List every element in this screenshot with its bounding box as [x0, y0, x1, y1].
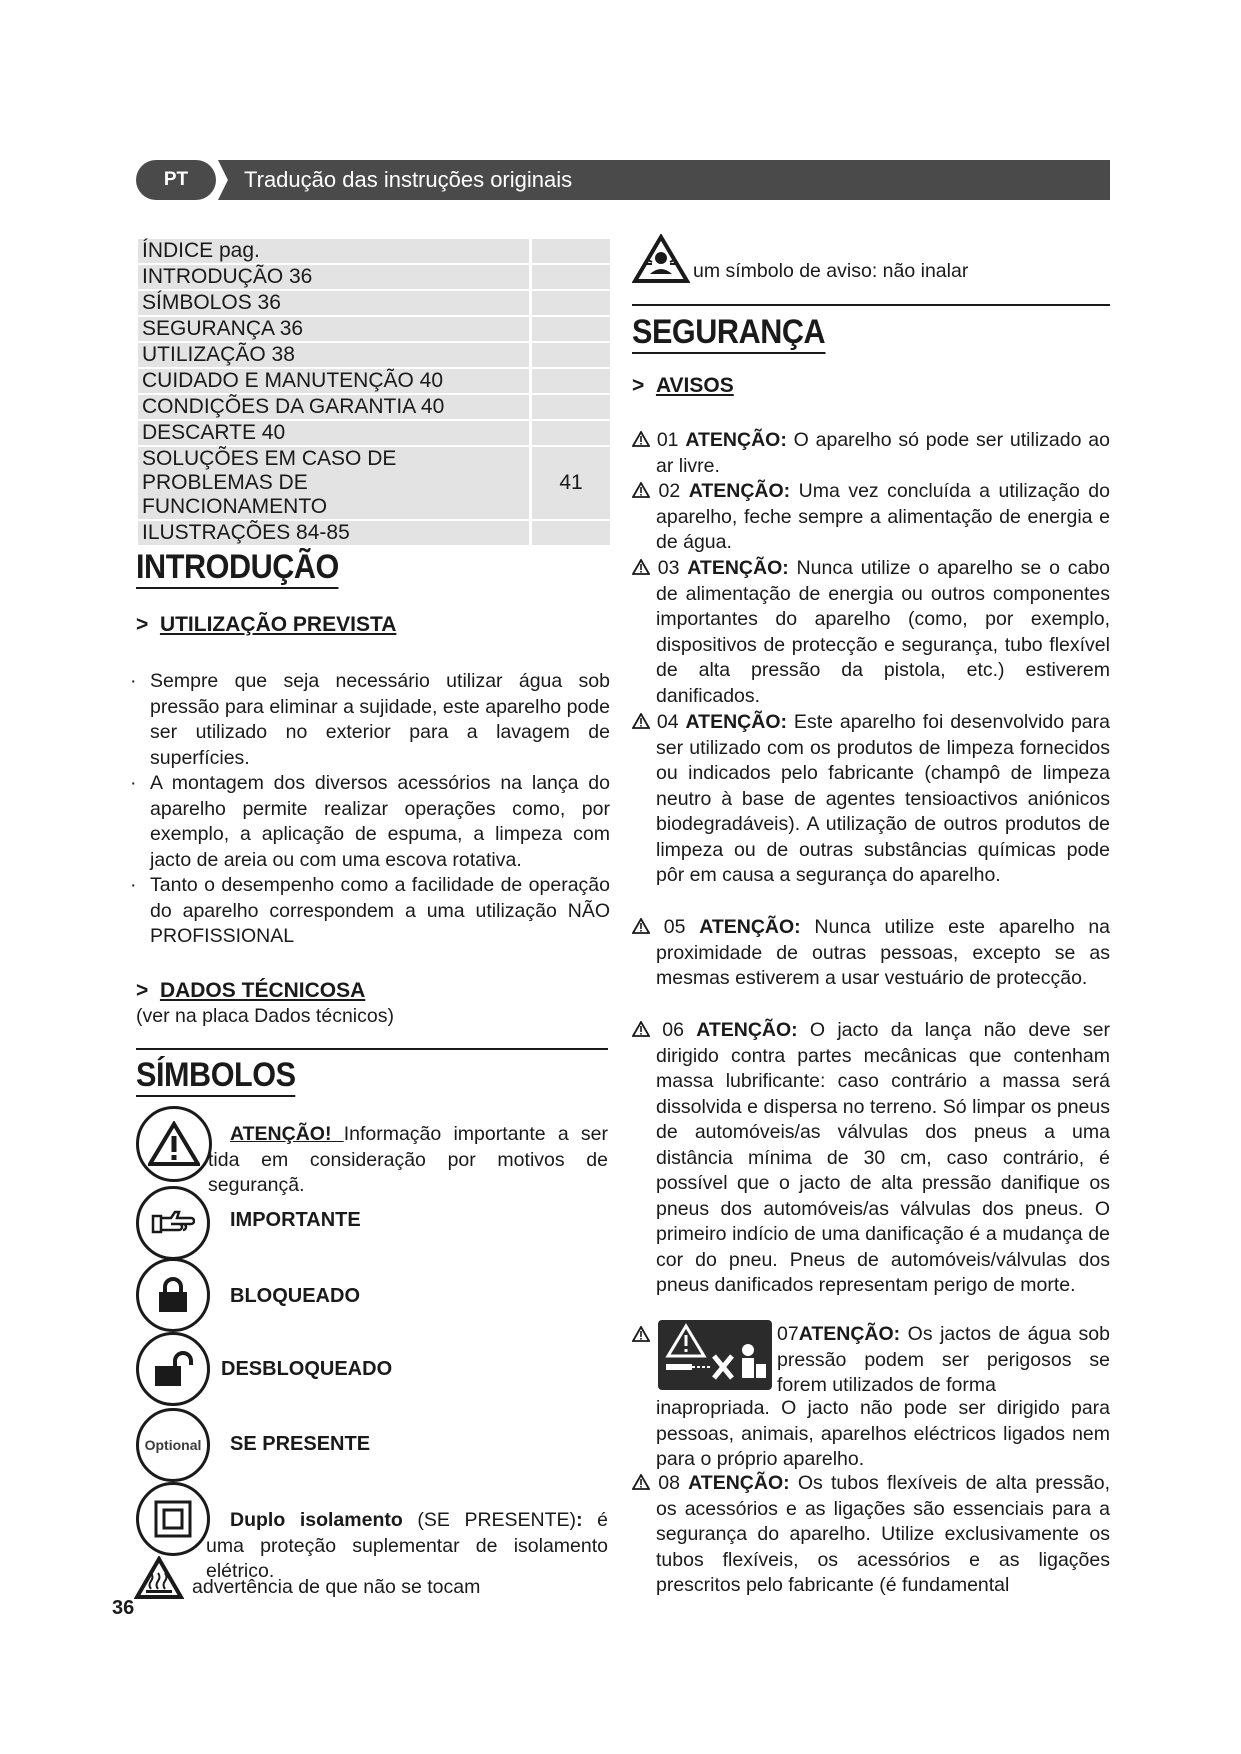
hot-surface-symbol: [134, 1556, 184, 1605]
header-title: Tradução das instruções originais: [230, 160, 1110, 200]
intro-title: INTRODUÇÃO: [136, 548, 339, 587]
important-symbol: [136, 1186, 210, 1260]
tech-data-text: (ver na placa Dados técnicos): [136, 1005, 394, 1027]
if-present-label: SE PRESENTE: [230, 1433, 371, 1455]
warning-item: 05 ATENÇÃO: Nunca utilize este aparelho na proximidade de outras pessoas, excepto se as mesmas estiverem a usar vestuário de protecção.: [632, 915, 1110, 992]
page-number: 36: [112, 1597, 135, 1619]
important-label: IMPORTANTE: [230, 1209, 361, 1231]
warning-item-7-triangle: [632, 1326, 650, 1347]
warning-item-7-text: 07ATENÇÃO: Os jactos de água sob pressão podem ser perigosos se forem utilizados de forma: [777, 1323, 1110, 1396]
unlocked-symbol: [136, 1332, 210, 1406]
warning-item: 02 ATENÇÃO: Uma vez concluída a utilização do aparelho, feche sempre a alimentação de energia e de água.: [632, 479, 1110, 556]
warning-triangle-icon: [632, 1326, 650, 1342]
locked-label: BLOQUEADO: [230, 1285, 360, 1307]
index-heading-row: [138, 239, 610, 263]
warning-triangle-icon: [632, 431, 650, 447]
unlock-icon: [153, 1351, 193, 1387]
warning-item: 03 ATENÇÃO: Nunca utilize o aparelho se o cabo de alimentação de energia ou outros componentes importantes do aparelho (como, por exemplo, dispositivos de protecção e segurança, tubo flexível de alta pressão da pistola, etc.) estiverem danificados.: [632, 556, 1110, 709]
attention-description: ATENÇÃO! Informação importante a ser tida em consideração por motivos de segurançã.: [208, 1123, 608, 1196]
index-row: UTILIZAÇÃO 38: [138, 343, 610, 367]
warning-triangle-icon: [632, 1021, 650, 1037]
index-heading: ÍNDICE pag.: [138, 239, 529, 263]
no-inhale-icon: [632, 234, 690, 284]
index-row: CUIDADO E MANUTENÇÃO 40: [138, 369, 610, 393]
unlocked-label: DESBLOQUEADO: [221, 1358, 393, 1380]
no-inhale-symbol: [632, 234, 690, 289]
warning-item: 06 ATENÇÃO: O jacto da lança não deve ser dirigido contra partes mecânicas que contenham massa lubrificante: caso contrário a massa será dissolvida e dispersa no terreno. Só limpar os pneus de automóveis/as válvulas dos pneus a uma distância mínima de 30 cm, caso contrário, é possível que o jacto de alta pressão danifique os pneus dos automóveis/as válvulas dos pneus. O primeiro indício de uma danificação é a mudança de cor do pneu. Pneus de automóveis/válvulas dos pneus danificados representam perigo de morte.: [632, 1018, 1110, 1299]
double-square-icon: [153, 1499, 193, 1539]
index-row: ILUSTRAÇÕES 84-85: [138, 521, 610, 545]
warning-triangle-icon: [632, 713, 650, 729]
index-row: INTRODUÇÃO 36: [138, 265, 610, 289]
hot-surface-icon: [134, 1556, 184, 1600]
index-row: SOLUÇÕES EM CASO DE PROBLEMAS DE FUNCIONAMENTO 41: [138, 447, 610, 519]
water-jet-danger-icon: [658, 1320, 772, 1390]
warning-item: 08 ATENÇÃO: Os tubos flexíveis de alta pressão, os acessórios e as ligações são essenciais para a segurança do aparelho. Utilize exclusivamente os tubos flexíveis, os acessórios e as ligações prescritos pelo fabricante (é fundamental: [632, 1471, 1110, 1599]
warning-item: 01 ATENÇÃO: O aparelho só pode ser utilizado ao ar livre.: [632, 428, 1110, 479]
safety-title: SEGURANÇA: [632, 313, 825, 352]
warning-triangle-icon: [632, 918, 650, 934]
warning-item-7-text-continued: inapropriada. O jacto não pode ser dirigido para pessoas, animais, aparelhos eléctricos ligados nem para o próprio aparelho.: [656, 1397, 1110, 1470]
locked-symbol: [136, 1258, 210, 1332]
divider: [136, 1048, 608, 1050]
index-table: [138, 237, 610, 547]
divider: [632, 304, 1110, 306]
symbols-title: SÍMBOLOS: [136, 1056, 296, 1095]
index-row: SEGURANÇA 36: [138, 317, 610, 341]
usage-heading: > UTILIZAÇÃO PREVISTA: [136, 613, 397, 636]
warning-triangle-icon: [632, 559, 650, 575]
hot-surface-text: advertência de que não se tocam: [192, 1576, 481, 1598]
tech-data-heading: > DADOS TÉCNICOSA: [136, 979, 366, 1002]
intro-bullet: · Tanto o desempenho como a facilidade de operação do aparelho correspondem a uma utilização NÃO PROFISSIONAL: [130, 874, 610, 947]
optional-icon-text: Optional: [144, 1437, 202, 1453]
intro-bullet: · Sempre que seja necessário utilizar água sob pressão para eliminar a sujidade, este aparelho pode ser utilizado no exterior para a lavagem de superfícies.: [130, 670, 610, 769]
pointing-hand-icon: [151, 1208, 195, 1238]
warning-triangle-icon: [632, 482, 650, 498]
double-insulation-symbol: [136, 1482, 210, 1556]
warning-triangle-icon: [632, 1474, 650, 1490]
no-inhale-text: um símbolo de aviso: não inalar: [693, 260, 969, 282]
warning-item: 04 ATENÇÃO: Este aparelho foi desenvolvido para ser utilizado com os produtos de limpeza fornecidos ou indicados pelo fabricante (champô de limpeza neutro à base de agentes tensioactivos aniónicos biodegradáveis). A utilização de outros produtos de limpeza ou de outras substâncias químicas pode pôr em causa a segurança do aparelho.: [632, 710, 1110, 889]
language-badge: PT: [136, 160, 216, 200]
lock-icon: [156, 1277, 190, 1313]
double-insulation-description: Duplo isolamento (SE PRESENTE): é uma proteção suplementar de isolamento elétrico.: [206, 1509, 608, 1582]
warnings-heading: > AVISOS: [632, 374, 734, 397]
optional-symbol: [136, 1408, 210, 1482]
index-row: DESCARTE 40: [138, 421, 610, 445]
intro-bullet: · A montagem dos diversos acessórios na lança do aparelho permite realizar operações como, por exemplo, a aplicação de espuma, a limpeza com jacto de areia ou com uma escova rotativa.: [130, 772, 610, 871]
index-row: CONDIÇÕES DA GARANTIA 40: [138, 395, 610, 419]
warning-triangle-icon: [148, 1121, 200, 1167]
water-jet-danger-pictogram: [658, 1320, 772, 1390]
index-row: SÍMBOLOS 36: [138, 291, 610, 315]
attention-symbol: [136, 1106, 212, 1182]
